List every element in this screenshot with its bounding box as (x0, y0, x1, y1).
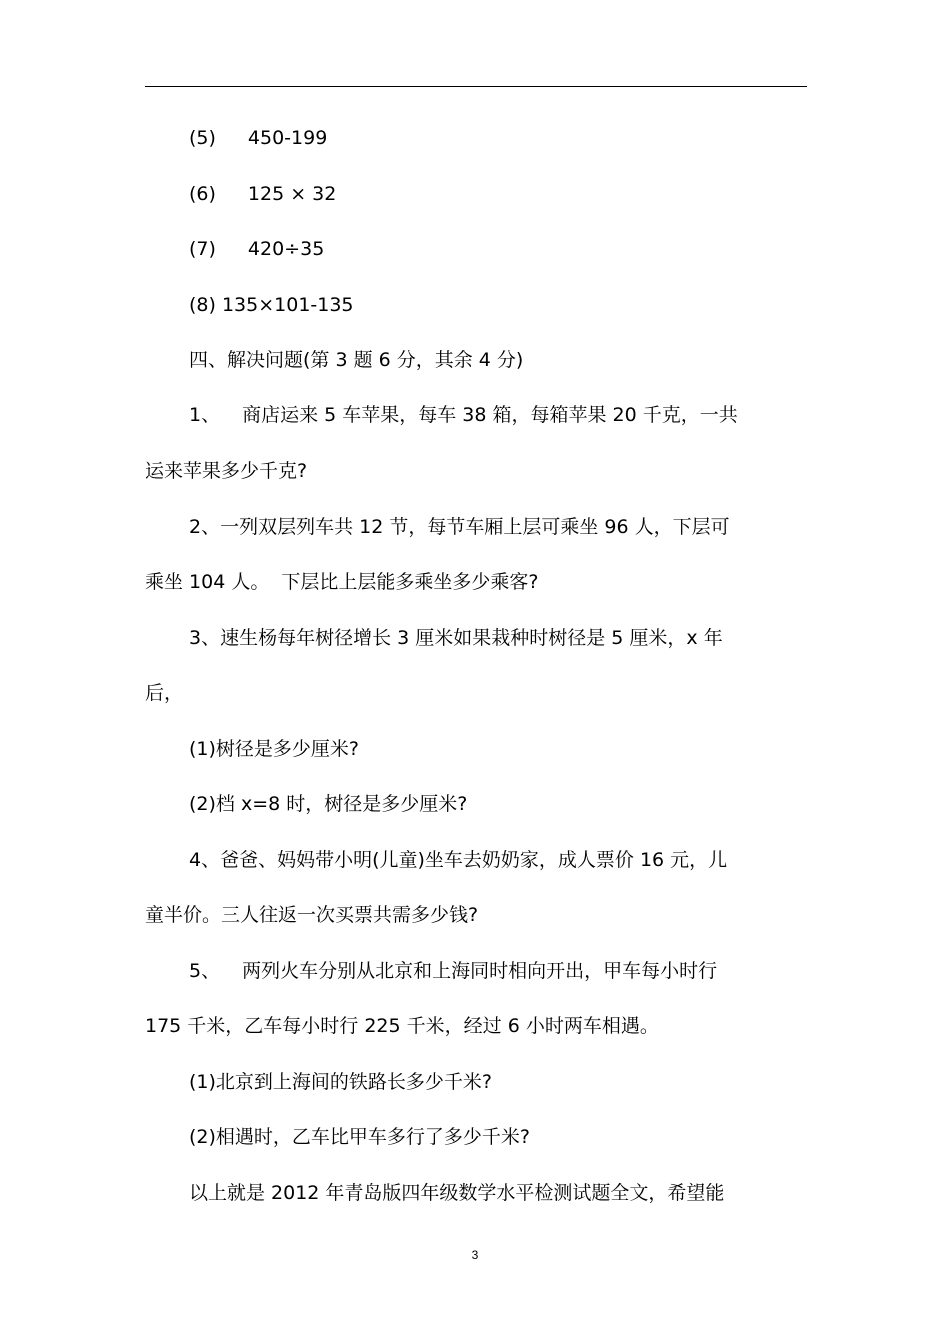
question-3-line-2: 后， (145, 682, 184, 704)
question-3-line-1: 3、速生杨每年树径增长 3 厘米如果栽种时树径是 5 厘米，x 年 (189, 627, 723, 649)
question-5-sub-1: (1)北京到上海间的铁路长多少千米? (189, 1071, 492, 1093)
section-4-title: 四、解决问题(第 3 题 6 分，其余 4 分) (189, 349, 524, 371)
header-rule (145, 86, 807, 87)
closing-paragraph: 以上就是 2012 年青岛版四年级数学水平检测试题全文，希望能 (189, 1182, 725, 1204)
question-1-line-1: 1、 商店运来 5 车苹果，每车 38 箱，每箱苹果 20 千克，一共 (189, 404, 738, 426)
question-5-sub-2: (2)相遇时，乙车比甲车多行了多少千米? (189, 1126, 530, 1148)
question-3-sub-1: (1)树径是多少厘米? (189, 738, 359, 760)
item-7: (7) 420÷35 (189, 238, 325, 260)
question-1-line-2: 运来苹果多少千克? (145, 460, 308, 482)
page-number: 3 (471, 1248, 479, 1262)
question-4-line-2: 童半价。三人往返一次买票共需多少钱? (145, 904, 479, 926)
item-5: (5) 450-199 (189, 127, 328, 149)
question-2-line-1: 2、一列双层列车共 12 节，每节车厢上层可乘坐 96 人，下层可 (189, 516, 730, 538)
item-8: (8) 135×101-135 (189, 294, 354, 316)
question-4-line-1: 4、爸爸、妈妈带小明(儿童)坐车去奶奶家，成人票价 16 元，儿 (189, 849, 728, 871)
question-5-line-2: 175 千米，乙车每小时行 225 千米，经过 6 小时两车相遇。 (145, 1015, 659, 1037)
question-5-line-1: 5、 两列火车分别从北京和上海同时相向开出，甲车每小时行 (189, 960, 718, 982)
question-3-sub-2: (2)档 x=8 时，树径是多少厘米? (189, 793, 468, 815)
item-6: (6) 125 × 32 (189, 183, 337, 205)
question-2-line-2: 乘坐 104 人。 下层比上层能多乘坐多少乘客? (145, 571, 539, 593)
